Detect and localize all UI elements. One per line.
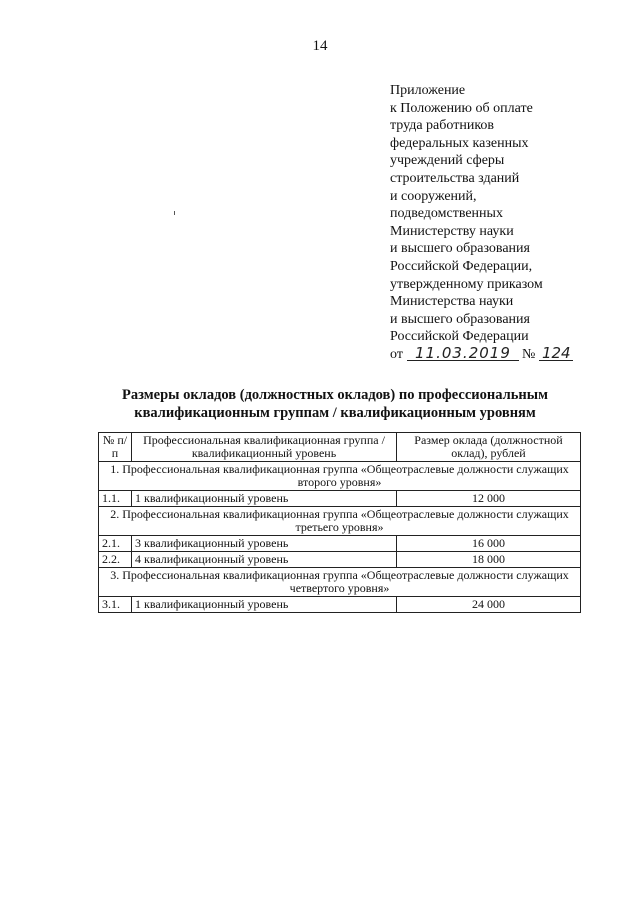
row-level: 1 квалификационный уровень xyxy=(132,491,397,507)
row-level: 3 квалификационный уровень xyxy=(132,536,397,552)
row-level: 1 квалификационный уровень xyxy=(132,597,397,613)
page-number: 14 xyxy=(312,38,328,54)
scan-mark xyxy=(174,211,175,215)
row-num: 2.2. xyxy=(99,552,132,568)
header-salary: Размер оклада (должностной оклад), рублей xyxy=(397,433,581,462)
order-date-number-line xyxy=(390,343,635,366)
group-title: 2. Профессиональная квалификационная группа «Общеотраслевые должности служащих третьего уровня» xyxy=(99,507,581,536)
from-label: от xyxy=(390,346,403,362)
row-num: 2.1. xyxy=(99,536,132,552)
row-num: 3.1. xyxy=(99,597,132,613)
row-num: 1.1. xyxy=(99,491,132,507)
appendix-line: Российской Федерации, xyxy=(390,258,533,274)
appendix-line: и высшего образования xyxy=(390,311,530,327)
table-row xyxy=(99,597,581,613)
appendix-line: Российской Федерации xyxy=(390,329,529,345)
appendix-line: к Положению об оплате xyxy=(390,100,533,116)
handwritten-number: 124 xyxy=(539,346,573,361)
group-row xyxy=(99,568,581,597)
group-row xyxy=(99,507,581,536)
number-label: № xyxy=(521,346,536,362)
row-salary: 24 000 xyxy=(397,597,581,613)
document-title xyxy=(100,386,570,422)
appendix-line: утвержденному приказом xyxy=(390,276,543,292)
header-num: № п/п xyxy=(99,433,132,462)
appendix-line: и высшего образования xyxy=(390,241,530,257)
group-row xyxy=(99,462,581,491)
row-salary: 16 000 xyxy=(397,536,581,552)
title-line: Размеры окладов (должностных окладов) по профессиональным xyxy=(122,387,548,403)
table-row xyxy=(99,491,581,507)
row-salary: 18 000 xyxy=(397,552,581,568)
appendix-line: труда работников xyxy=(390,118,495,134)
appendix-line: федеральных казенных xyxy=(390,135,529,151)
salary-table xyxy=(98,432,581,613)
appendix-line: и сооружений, xyxy=(390,188,477,204)
table-header-row xyxy=(99,433,581,462)
row-level: 4 квалификационный уровень xyxy=(132,552,397,568)
appendix-line: строительства зданий xyxy=(390,170,520,186)
appendix-block xyxy=(390,82,635,366)
table-row xyxy=(99,552,581,568)
group-title: 3. Профессиональная квалификационная группа «Общеотраслевые должности служащих четвертого уровня» xyxy=(99,568,581,597)
handwritten-date: 11.03.2019 xyxy=(407,346,519,361)
appendix-line: Приложение xyxy=(390,83,466,98)
row-salary: 12 000 xyxy=(397,491,581,507)
table-row xyxy=(99,536,581,552)
appendix-line: подведомственных xyxy=(390,206,503,222)
title-line: квалификационным группам / квалификационным уровням xyxy=(134,405,536,421)
appendix-line: Министерству науки xyxy=(390,223,514,239)
appendix-line: учреждений сферы xyxy=(390,153,505,169)
header-group: Профессиональная квалификационная группа / квалификационный уровень xyxy=(132,433,397,462)
appendix-line: Министерства науки xyxy=(390,294,514,310)
group-title: 1. Профессиональная квалификационная группа «Общеотраслевые должности служащих второго уровня» xyxy=(99,462,581,491)
